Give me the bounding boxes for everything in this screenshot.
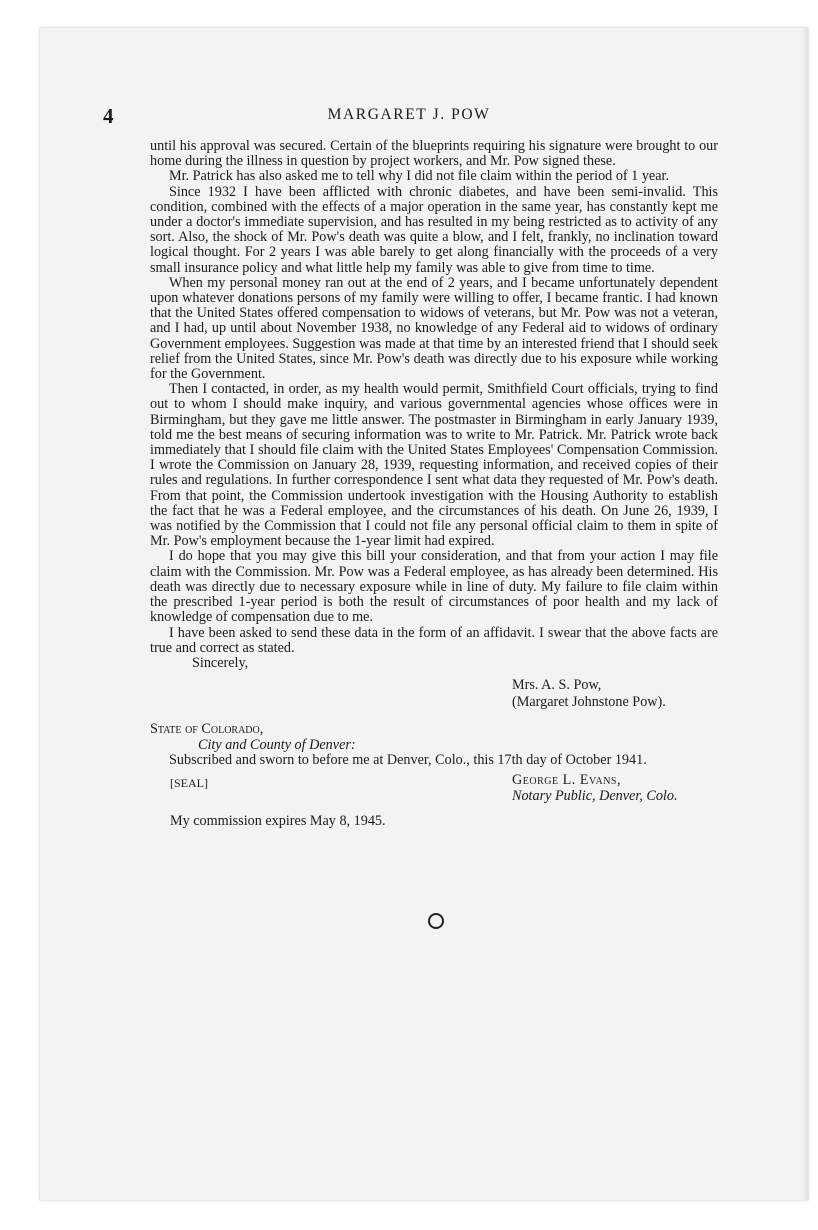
paragraph-6: I do hope that you may give this bill your consideration, and that from your action I may file claim with the Commission. Mr. Pow was a Federal employee, as has already been determined. His death was directly due to necessary exposure while in line of duty. My failure to file claim within the prescribed 1-year period is both the result of circumstances of poor health and my lack of knowledge of compensation due to me. [150,548,718,626]
valediction: Sincerely, [192,654,249,671]
signature-block [512,677,718,711]
seal-label: [SEAL] [170,776,208,791]
seal-and-notary [150,772,718,806]
paragraph-4: When my personal money ran out at the end of 2 years, and I became unfortunately dependent upon whatever donations persons of my family were willing to offer, I became frantic. I had known that the United States offered compensation to widows of veterans, but Mr. Pow was not a veteran, and I had, up until about November 1938, no knowledge of any Federal aid to widows of ordinary Government employees. Suggestion was made at that time by an interested friend that I should seek relief from the United States, since Mr. Pow's death was directly due to his exposure while working for the Government. [150,274,718,383]
notary-name: George L. Evans, [512,772,622,789]
paragraph-5: Then I contacted, in order, as my health would permit, Smithfield Court officials, trying to find out to whom I should make inquiry, and various governmental agencies whose offices were in Birmingham, but they gave me little answer. The postmaster in Birmingham in early January 1939, told me the best means of securing information was to write to Mr. Patrick. Mr. Patrick wrote back immediately that I should file claim with the United States Employees' Compensation Commission. I wrote the Commission on January 28, 1939, requesting information, and received copies of their rules and regulations. In further correspondence I sent what data they requested of Mr. Pow's death. From that point, the Commission undertook investigation with the Housing Authority to establish the fact that he was a Federal employee, and the circumstances of his death. On June 26, 1939, I was notified by the Commission that I could not file any personal official claim to them in spite of Mr. Pow's employment because the 1-year limit had expired. [150,381,718,550]
page-number: 4 [103,104,114,128]
circle-mark-icon [428,913,444,929]
signer-full-name: (Margaret Johnstone Pow). [512,694,666,711]
jurat-statement: Subscribed and sworn to before me at Denver, Colo., this 17th day of October 1941. [169,752,647,769]
notary-title: Notary Public, Denver, Colo. [512,788,678,805]
jurat-venue [150,721,718,753]
paragraph-3: Since 1932 I have been afflicted with chronic diabetes, and have been semi-invalid. This condition, combined with the effects of a major operation in the same year, has constantly kept me under a doctor's immediate supervision, and has resulted in my being restricted as to activity of any sort. Also, the shock of Mr. Pow's death was quite a blow, and I felt, frankly, no inclination toward logical thought. For 2 years I was able barely to get along financially with the proceeds of a very small insurance policy and what little help my family was able to give from time to time. [150,183,718,276]
jurat-state: State of Colorado, [150,721,264,738]
paragraph-1: until his approval was secured. Certain of the blueprints requiring his signature were brought to our home during the illness in question by project workers, and Mr. Pow signed these. [150,138,718,170]
running-head: MARGARET J. POW [327,106,491,123]
page-header [103,106,715,130]
jurat-county: City and County of Denver: [198,737,356,754]
notary-block [512,772,678,804]
paragraph-2: Mr. Patrick has also asked me to tell why I did not file claim within the period of 1 year. [169,168,669,185]
letter-body [150,139,718,830]
scan-edge-shadow [802,28,808,1200]
paragraph-7: I have been asked to send these data in the form of an affidavit. I swear that the above facts are true and correct as stated. [150,624,718,656]
commission-expires: My commission expires May 8, 1945. [170,813,386,830]
signer-name: Mrs. A. S. Pow, [512,677,602,694]
